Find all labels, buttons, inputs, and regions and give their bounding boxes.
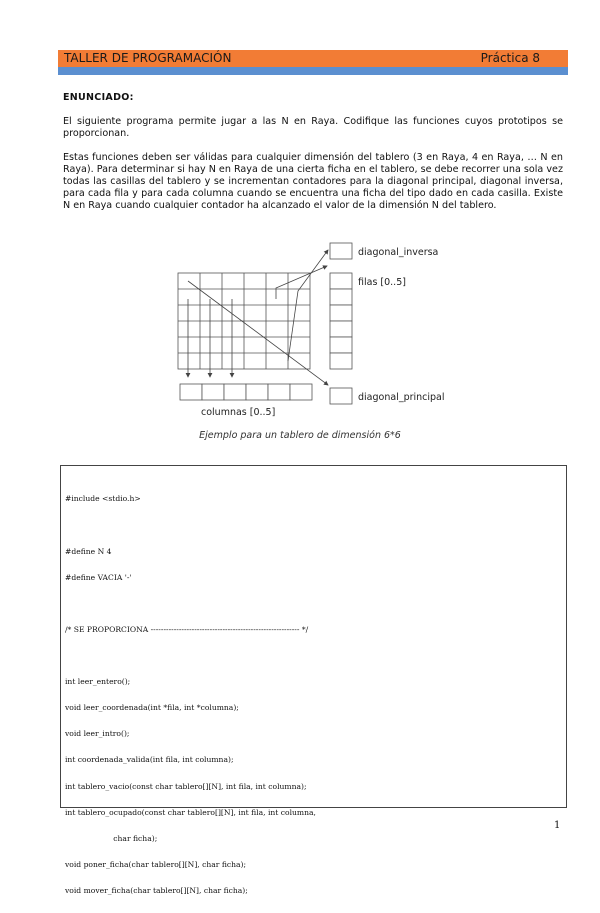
label-diagonal-principal: diagonal_principal <box>358 392 445 403</box>
code-blank-line <box>65 522 316 531</box>
code-line: #define N 4 <box>65 546 112 556</box>
label-diagonal-inversa: diagonal_inversa <box>358 247 439 258</box>
board-grid <box>178 273 310 369</box>
code-listing <box>65 478 316 913</box>
header-band <box>58 67 568 75</box>
statement-paragraph-2: Estas funciones deben ser válidas para cualquier dimensión del tablero (3 en Raya, 4 en Raya, … N en Raya). Para determinar si hay N en Raya de una cierta ficha en el tablero, se debe recorrer una sola vez todas las casillas del tablero y se incrementan contadores para la diagonal principal, diagonal inversa, para cada fila y para cada columna cuando se encuentra una ficha del tipo dado en cada casilla. Existe N en Raya cuando cualquier contador ha alcanzado el valor de la dimensión N del tablero. <box>63 152 563 211</box>
code-line: #define VACIA '-' <box>65 572 132 582</box>
label-filas: filas [0..5] <box>358 277 406 288</box>
statement-heading: ENUNCIADO: <box>63 92 134 103</box>
course-title: TALLER DE PROGRAMACIÓN <box>64 51 232 65</box>
code-line: char ficha); <box>65 833 158 843</box>
code-line: void poner_ficha(char tablero[][N], char ficha); <box>65 859 247 869</box>
code-line: int tablero_ocupado(const char tablero[][N], int fila, int columna, <box>65 807 316 817</box>
inverse-diagonal-counter <box>330 243 352 259</box>
code-line: void leer_coordenada(int *fila, int *columna); <box>65 703 239 713</box>
label-columnas: columnas [0..5] <box>201 407 276 418</box>
code-line: void leer_intro(); <box>65 729 130 739</box>
code-box <box>60 465 567 895</box>
code-line: /* SE PROPORCIONA ---------------------------------------------------------- */ <box>65 624 309 634</box>
board-diagram <box>178 238 445 418</box>
diagram-arrows <box>188 250 328 385</box>
code-line: int leer_entero(); <box>65 677 131 687</box>
code-line: #include <stdio.h> <box>65 494 141 504</box>
figure-caption: Ejemplo para un tablero de dimensión 6*6 <box>199 430 401 441</box>
page-header <box>58 50 568 67</box>
practice-number: Práctica 8 <box>480 51 540 65</box>
code-blank-line <box>65 652 316 661</box>
code-line: int tablero_vacio(const char tablero[][N], int fila, int columna); <box>65 781 307 791</box>
code-line: void mover_ficha(char tablero[][N], char ficha); <box>65 886 248 895</box>
column-counters <box>180 384 312 400</box>
code-blank-line <box>65 600 316 609</box>
page-number: 1 <box>554 820 561 831</box>
statement-paragraph-1: El siguiente programa permite jugar a las N en Raya. Codifique las funciones cuyos prototipos se proporcionan. <box>63 116 563 139</box>
code-line: int coordenada_valida(int fila, int columna); <box>65 755 234 765</box>
row-counters <box>330 273 352 369</box>
main-diagonal-counter <box>330 388 352 404</box>
